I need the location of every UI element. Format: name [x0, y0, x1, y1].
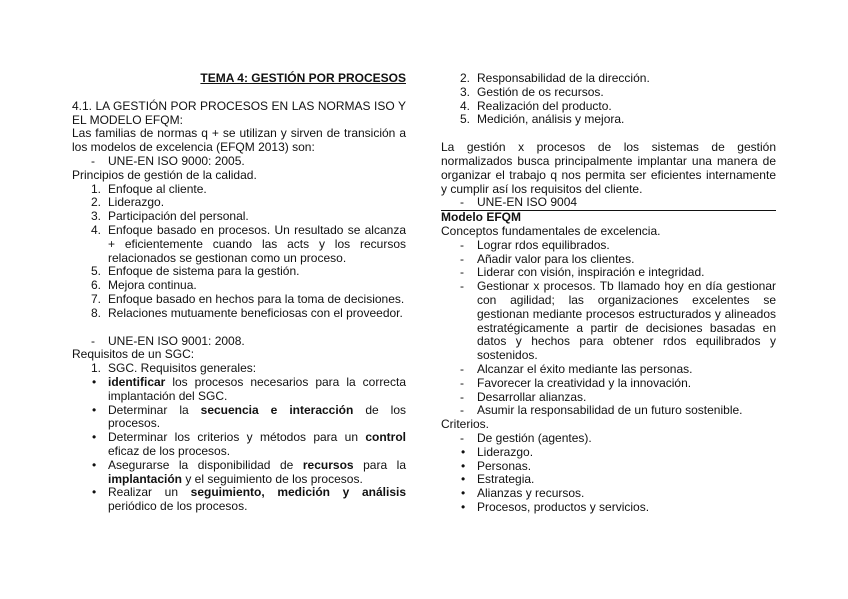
principles-list: [72, 183, 406, 321]
bullet-icon: •: [92, 485, 97, 500]
page-title: TEMA 4: GESTIÓN POR PROCESOS: [200, 71, 406, 85]
concepts-label: Conceptos fundamentales de excelencia.: [441, 223, 661, 238]
list-item: - Desarrollar alianzas.: [460, 389, 587, 404]
bullet-icon: •: [92, 402, 97, 417]
standards-list-2: [72, 335, 406, 349]
bullet-icon: •: [461, 486, 466, 501]
list-item: • Procesos, productos y servicios.: [461, 499, 650, 514]
list-item: 6. Mejora continua.: [91, 278, 197, 293]
list-item: - Gestionar x procesos. Tb llamado hoy en día gestionar con agilidad; las organizaciones excelentes se gestionan mediante procesos estructurados y alineados estratégicamente a partir de decisiones basadas en datos y hechos para obtener rdos equilibrados y sostenidos.: [460, 279, 776, 363]
requirements-list-continued: [441, 72, 776, 127]
requirements-bullets: [72, 376, 406, 514]
process-paragraph: La gestión x procesos de los sistemas de gestión normalizados busca principalmente implantar una manera de organizar el trabajo q nos permita ser eficientes internamente y cumplir así los requisitos del cliente.: [441, 140, 776, 196]
list-item: 4. Realización del producto.: [460, 98, 612, 113]
bullet-icon: •: [92, 430, 97, 445]
list-item: • Realizar un seguimiento, medición y análisis periódico de los procesos.: [92, 485, 407, 514]
list-item: • Personas.: [461, 458, 532, 473]
list-item: - UNE-EN ISO 9001: 2008.: [91, 333, 245, 348]
principles-label: Principios de gestión de la calidad.: [72, 167, 257, 182]
list-item: 5. Enfoque de sistema para la gestión.: [91, 264, 300, 279]
list-item: 4. Enfoque basado en procesos. Un resultado se alcanza + eficientemente cuando las acts y los recursos relacionados se gestionan como un proceso.: [91, 222, 406, 265]
list-item: - UNE-EN ISO 9004: [460, 195, 578, 210]
model-title: Modelo EFQM: [441, 210, 521, 225]
dash-marker: -: [460, 389, 464, 404]
dash-marker: -: [460, 237, 464, 252]
requirements-list: [72, 362, 406, 376]
requirements-label: Requisitos de un SGC:: [72, 347, 195, 362]
list-item: - UNE-EN ISO 9000: 2005.: [91, 153, 245, 168]
dash-marker: -: [91, 333, 95, 348]
standards-list-3: [441, 196, 776, 211]
list-item: • Alianzas y recursos.: [461, 486, 585, 501]
list-item: 5. Medición, análisis y mejora.: [460, 112, 625, 127]
dash-marker: -: [460, 195, 464, 210]
list-item: - Asumir la responsabilidad de un futuro sostenible.: [460, 403, 743, 418]
dash-marker: -: [460, 403, 464, 418]
intro-paragraph: Las familias de normas q + se utilizan y sirven de transición a los modelos de excelencia (EFQM 2013) son:: [72, 126, 406, 155]
criteria-dash-list: [441, 432, 776, 446]
list-item: • Determinar la secuencia e interacción de los procesos.: [92, 402, 407, 431]
list-item: - Favorecer la creatividad y la innovación.: [460, 375, 692, 390]
dash-marker: -: [460, 430, 464, 445]
list-item: 7. Enfoque basado en hechos para la toma de decisiones.: [91, 291, 405, 306]
standards-list-1: [72, 155, 406, 169]
dash-marker: -: [91, 153, 95, 168]
bullet-icon: •: [461, 458, 466, 473]
list-item: 3. Participación del personal.: [91, 209, 249, 224]
criteria-label: Criterios.: [441, 417, 490, 432]
list-item: • Asegurarse la disponibilidad de recursos para la implantación y el seguimiento de los procesos.: [92, 457, 407, 486]
list-item: 2. Liderazgo.: [91, 195, 165, 210]
dash-marker: -: [460, 265, 464, 280]
list-item: - De gestión (agentes).: [460, 430, 592, 445]
dash-marker: -: [460, 375, 464, 390]
dash-marker: -: [460, 279, 464, 294]
left-column: [72, 72, 406, 514]
section-heading: 4.1. LA GESTIÓN POR PROCESOS EN LAS NORMAS ISO Y EL MODELO EFQM:: [72, 98, 406, 127]
criteria-list: [441, 446, 776, 515]
list-item: - Alcanzar el éxito mediante las personas.: [460, 361, 693, 376]
bullet-icon: •: [461, 472, 466, 487]
list-item: 3. Gestión de os recursos.: [460, 84, 604, 99]
list-item: - Añadir valor para los clientes.: [460, 251, 635, 266]
list-item: 2. Responsabilidad de la dirección.: [460, 71, 650, 85]
list-item: • Determinar los criterios y métodos para un control eficaz de los procesos.: [92, 430, 406, 458]
list-item: • identificar los procesos necesarios para la correcta implantación del SGC.: [92, 374, 406, 403]
concepts-list: [441, 239, 776, 418]
bullet-icon: •: [92, 457, 97, 472]
list-item: - Lograr rdos equilibrados.: [460, 237, 610, 252]
bullet-icon: •: [461, 499, 466, 514]
list-item: 1. SGC. Requisitos generales:: [91, 361, 257, 376]
dash-marker: -: [460, 251, 464, 266]
dash-marker: -: [460, 361, 464, 376]
list-item: • Estrategia.: [461, 472, 535, 487]
list-item: • Liderazgo.: [461, 444, 534, 459]
list-item: 8. Relaciones mutuamente beneficiosas con el proveedor.: [91, 305, 403, 320]
list-item: 1. Enfoque al cliente.: [91, 181, 207, 196]
right-column: [441, 72, 776, 515]
bullet-icon: •: [461, 444, 466, 459]
list-item: - Liderar con visión, inspiración e integridad.: [460, 265, 705, 280]
bullet-icon: •: [92, 374, 97, 389]
